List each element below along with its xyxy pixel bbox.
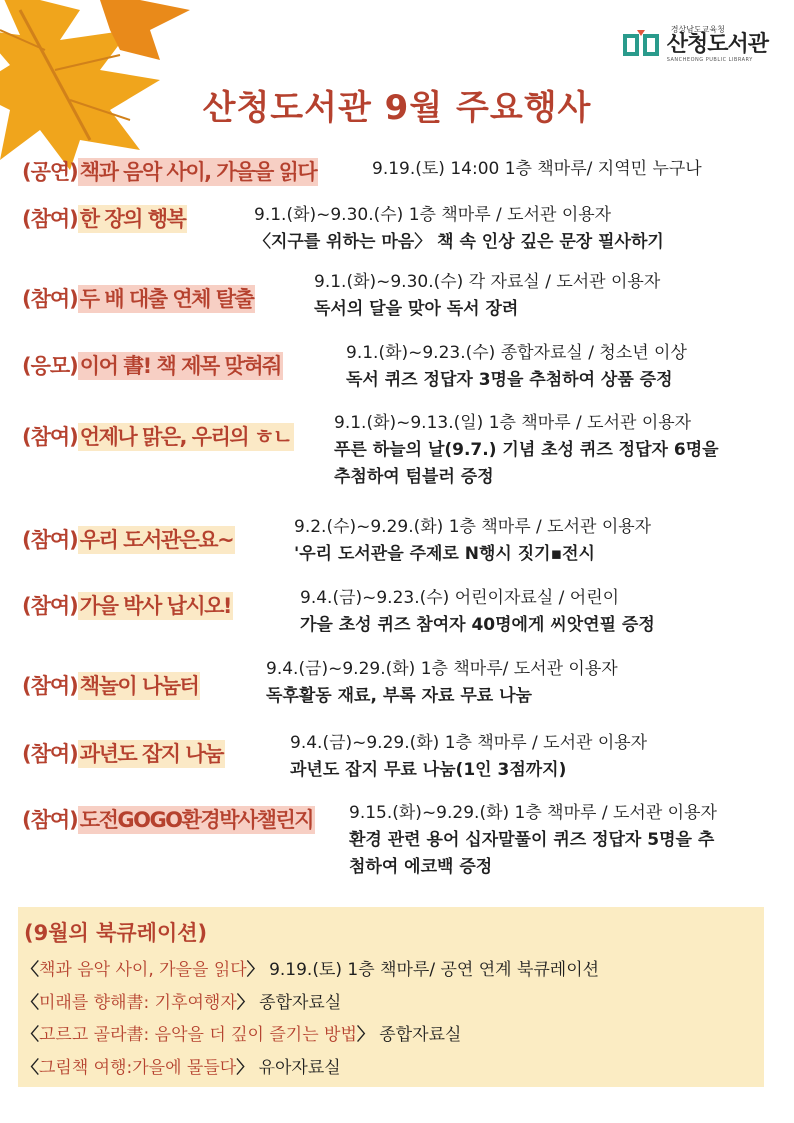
event-name: 가을 박사 납시오! [79, 594, 231, 618]
event-line: 환경 관련 용어 십자말풀이 퀴즈 정답자 5명을 추 [349, 830, 715, 850]
curation-item: 〈그림책 여행:가을에 물들다〉 유아자료실 [22, 1058, 341, 1078]
curation-item: 〈미래를 향해書: 기후여행자〉 종합자료실 [22, 993, 342, 1013]
event-detail [346, 340, 687, 394]
event-name: 도전GOGO환경박사챌린지 [79, 808, 314, 832]
logo-name: 산청도서관 [666, 32, 768, 57]
event-category: (참여) [22, 808, 78, 832]
event-category: (응모) [22, 354, 78, 378]
curation-place: 9.19.(토) 1층 책마루/ 공연 연계 북큐레이션 [263, 960, 600, 980]
event-name: 책놀이 나눔터 [79, 674, 199, 698]
logo-subtitle: 경상남도교육청 [670, 25, 725, 34]
event-item [22, 156, 318, 186]
curation-place: 종합자료실 [373, 1025, 462, 1045]
event-detail [254, 202, 664, 256]
event-name: 과년도 잡지 나눔 [79, 742, 223, 766]
event-line: 9.1.(화)~9.30.(수) 1층 책마루 / 도서관 이용자 [254, 205, 612, 225]
event-item [22, 670, 200, 700]
event-item [22, 283, 255, 313]
event-category: (참여) [22, 287, 78, 311]
event-category: (참여) [22, 425, 78, 449]
event-name: 이어 書! 책 제목 맞혀줘 [79, 354, 281, 378]
page-title: 산청도서관 9월 주요행사 [202, 88, 592, 128]
event-category: (참여) [22, 528, 78, 552]
event-line: 9.4.(금)~9.23.(수) 어린이자료실 / 어린이 [300, 588, 620, 608]
event-line: 9.2.(수)~9.29.(화) 1층 책마루 / 도서관 이용자 [294, 517, 652, 537]
event-line: 〈지구를 위하는 마음〉 책 속 인상 깊은 문장 필사하기 [254, 232, 664, 252]
event-name: 두 배 대출 연체 탈출 [79, 287, 254, 311]
event-name: 한 장의 행복 [79, 207, 186, 231]
logo-english-name: SANCHEONG PUBLIC LIBRARY [666, 57, 753, 63]
book-logo-icon [621, 28, 661, 62]
event-detail [290, 730, 647, 784]
event-line: 푸른 하늘의 날(9.7.) 기념 초성 퀴즈 정답자 6명을 [334, 440, 719, 460]
event-detail [266, 656, 618, 710]
event-line: 가을 초성 퀴즈 참여자 40명에게 씨앗연필 증정 [300, 615, 655, 635]
curation-book: 미래를 향해書: 기후여행자 [39, 993, 237, 1013]
event-category: (공연) [22, 160, 78, 184]
curation-title: (9월의 북큐레이션) [24, 921, 208, 945]
event-line: 9.19.(토) 14:00 1층 책마루/ 지역민 누구나 [372, 159, 702, 179]
curation-book: 책과 음악 사이, 가을을 읽다 [39, 960, 247, 980]
curation-book: 고르고 골라書: 음악을 더 깊이 즐기는 방법 [39, 1025, 357, 1045]
event-item [22, 203, 187, 233]
event-line: 9.4.(금)~9.29.(화) 1층 책마루 / 도서관 이용자 [290, 733, 648, 753]
library-logo [621, 26, 768, 63]
event-line: 독서 퀴즈 정답자 3명을 추첨하여 상품 증정 [346, 370, 673, 390]
event-name: 우리 도서관은요~ [79, 528, 234, 552]
event-line: 과년도 잡지 무료 나눔(1인 3점까지) [290, 760, 567, 780]
event-line: 9.1.(화)~9.13.(일) 1층 책마루 / 도서관 이용자 [334, 413, 692, 433]
curation-place: 유아자료실 [253, 1058, 341, 1078]
event-line: 추첨하여 텀블러 증정 [334, 467, 494, 487]
event-item [22, 738, 225, 768]
event-item [22, 350, 283, 380]
event-line: '우리 도서관을 주제로 N행시 짓기▪전시 [294, 544, 595, 564]
event-line: 9.1.(화)~9.23.(수) 종합자료실 / 청소년 이상 [346, 343, 687, 363]
event-item [22, 524, 235, 554]
event-name: 언제나 맑은, 우리의 ㅎㄴ [79, 425, 292, 449]
curation-book: 그림책 여행:가을에 물들다 [39, 1058, 237, 1078]
curation-item: 〈고르고 골라書: 음악을 더 깊이 즐기는 방법〉 종합자료실 [22, 1025, 462, 1045]
event-category: (참여) [22, 594, 78, 618]
event-name: 책과 음악 사이, 가을을 읽다 [79, 160, 317, 184]
event-item [22, 421, 294, 451]
event-line: 9.1.(화)~9.30.(수) 각 자료실 / 도서관 이용자 [314, 272, 661, 292]
event-detail [294, 514, 651, 568]
event-line: 9.15.(화)~9.29.(화) 1층 책마루 / 도서관 이용자 [349, 803, 717, 823]
event-line: 첨하여 에코백 증정 [349, 857, 493, 877]
event-detail [314, 269, 660, 323]
book-curation-box [18, 907, 764, 1087]
event-detail [334, 410, 719, 491]
event-category: (참여) [22, 742, 78, 766]
event-line: 9.4.(금)~9.29.(화) 1층 책마루/ 도서관 이용자 [266, 659, 618, 679]
curation-place: 종합자료실 [253, 993, 342, 1013]
event-category: (참여) [22, 207, 78, 231]
curation-item: 〈책과 음악 사이, 가을을 읽다〉 9.19.(토) 1층 책마루/ 공연 연계 북큐레이션 [22, 960, 600, 980]
event-detail [372, 156, 702, 183]
event-line: 독서의 달을 맞아 독서 장려 [314, 299, 519, 319]
event-detail [349, 800, 717, 881]
event-item [22, 804, 315, 834]
event-category: (참여) [22, 674, 78, 698]
event-line: 독후활동 재료, 부록 자료 무료 나눔 [266, 686, 532, 706]
event-item [22, 590, 233, 620]
event-detail [300, 585, 655, 639]
